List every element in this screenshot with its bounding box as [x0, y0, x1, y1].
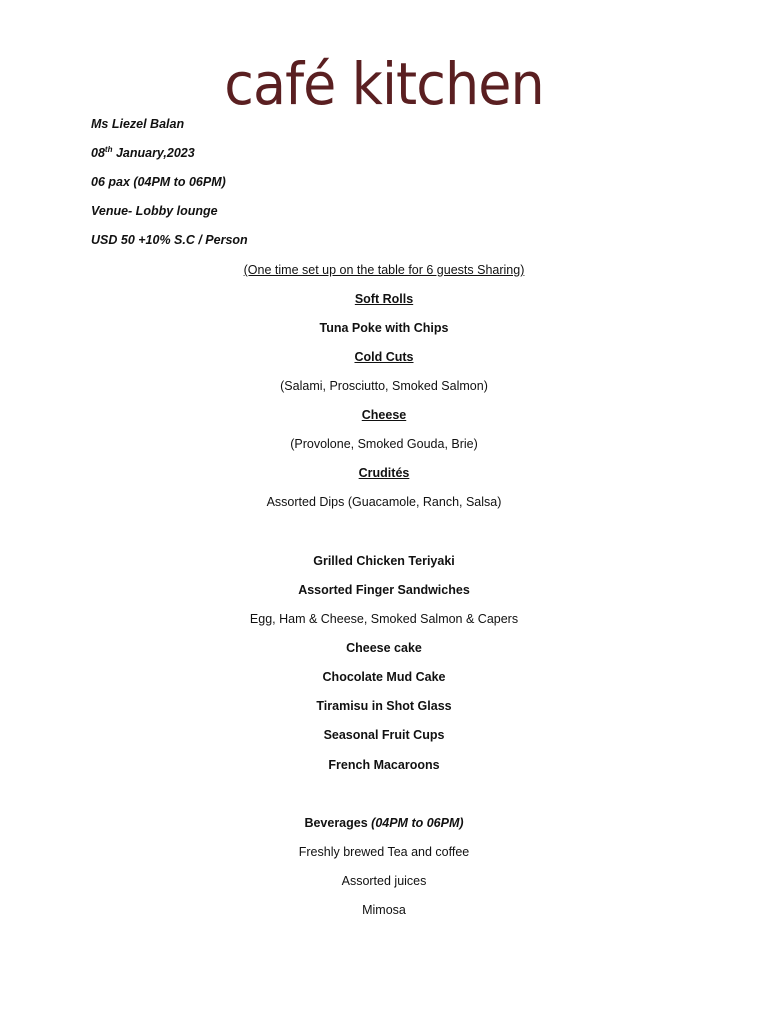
- price: USD 50 +10% S.C / Person: [91, 233, 248, 247]
- pax-count: 06 pax (04PM to 06PM): [91, 175, 226, 189]
- guest-name: Ms Liezel Balan: [91, 117, 185, 131]
- cheesecake-item: Cheese cake: [346, 641, 422, 655]
- fruit-cups-item: Seasonal Fruit Cups: [323, 728, 445, 742]
- crudites-heading: Crudités: [358, 466, 410, 480]
- tea-coffee-item: Freshly brewed Tea and coffee: [298, 845, 470, 859]
- finger-sandwiches-item: Assorted Finger Sandwiches: [298, 583, 470, 597]
- beverages-time: (04PM to 06PM): [371, 816, 464, 830]
- event-date: [91, 144, 195, 162]
- dips-item: Assorted Dips (Guacamole, Ranch, Salsa): [266, 495, 502, 509]
- beverages-heading: [0, 814, 768, 832]
- chicken-teriyaki-item: Grilled Chicken Teriyaki: [313, 554, 455, 568]
- soft-rolls-heading: Soft Rolls: [354, 292, 414, 306]
- mimosa-item: Mimosa: [362, 903, 406, 917]
- date-day: 08: [91, 146, 105, 160]
- macaroons-item: French Macaroons: [328, 758, 440, 772]
- juices-item: Assorted juices: [341, 874, 427, 888]
- cheese-detail: (Provolone, Smoked Gouda, Brie): [290, 437, 478, 451]
- sandwiches-detail: Egg, Ham & Cheese, Smoked Salmon & Capers: [249, 612, 519, 626]
- tiramisu-item: Tiramisu in Shot Glass: [316, 699, 452, 713]
- beverages-title: Beverages: [304, 816, 372, 830]
- date-rest: January,2023: [112, 146, 195, 160]
- cheese-heading: Cheese: [361, 408, 407, 422]
- venue: Venue- Lobby lounge: [91, 204, 218, 218]
- tuna-poke-item: Tuna Poke with Chips: [319, 321, 449, 335]
- cold-cuts-heading: Cold Cuts: [354, 350, 414, 364]
- cafe-kitchen-logo: café kitchen: [224, 50, 544, 118]
- date-suffix: th: [104, 145, 113, 154]
- mud-cake-item: Chocolate Mud Cake: [322, 670, 446, 684]
- cold-cuts-detail: (Salami, Prosciutto, Smoked Salmon): [280, 379, 488, 393]
- setup-note: (One time set up on the table for 6 guests Sharing): [243, 263, 525, 277]
